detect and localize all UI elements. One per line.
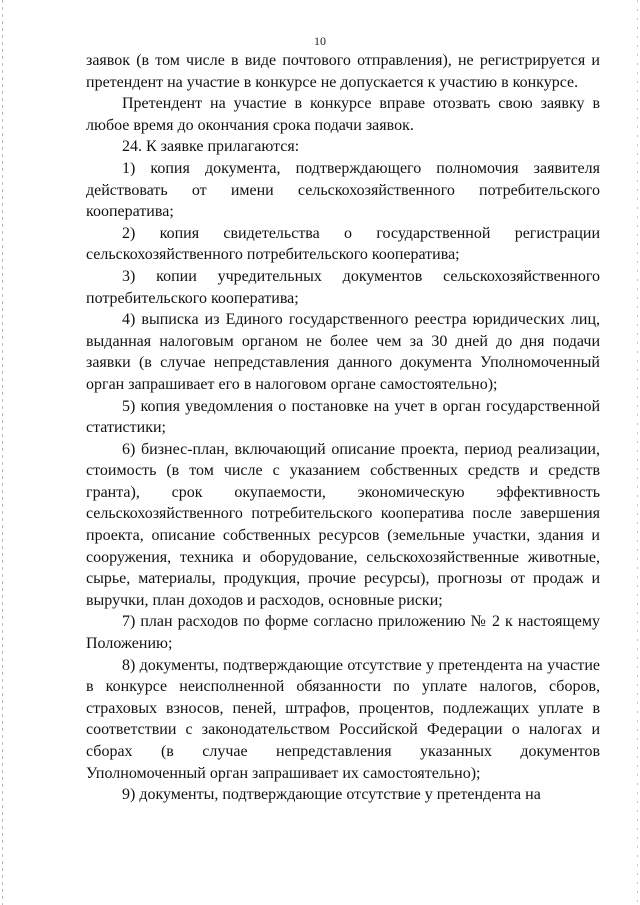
- list-item-8: 8) документы, подтверждающие отсутствие у претендента на участие в конкурсе неисполненной обязанности по уплате налогов, сборов, страховых взносов, пеней, штрафов, процентов, подлежащих уплате в соответствии с законодательством Российской Федерации о налогах и сборах (в случае непредставления указанных документов Уполномоченный орган запрашивает их самостоятельно);: [86, 656, 600, 782]
- paragraph-continuation: заявок (в том числе в виде почтового отправления), не регистрируется и претендент на участие в конкурсе не допускается к участию в конкурсе.: [86, 52, 600, 91]
- list-item-2: 2) копия свидетельства о государственной регистрации сельскохозяйственного потребительского кооператива;: [86, 224, 600, 264]
- list-item-7: 7) план расходов по форме согласно приложению № 2 к настоящему Положению;: [86, 613, 600, 653]
- list-item-1: 1) копия документа, подтверждающего полномочия заявителя действовать от имени сельскохозяйственного потребительского кооператива;: [86, 159, 600, 221]
- scan-edge-left: [2, 0, 3, 905]
- paragraph-withdraw-application: Претендент на участие в конкурсе вправе отозвать свою заявку в любое время до окончания срока подачи заявок.: [86, 95, 600, 134]
- list-item-6: 6) бизнес-план, включающий описание проекта, период реализации, стоимость (в том числе с указанием собственных средств и средств гранта), срок окупаемости, экономическую эффективность сельскохозяйственного потребительского кооператива после завершения проекта, описание собственных ресурсов (земельные участки, здания и сооружения, техника и оборудование, сельскохозяйственные животные, сырье, материалы, продукция, прочие ресурсы), прогнозы от продаж и выручки, план доходов и расходов, основные риски;: [86, 440, 600, 609]
- list-item-3: 3) копии учредительных документов сельскохозяйственного потребительского кооператива;: [86, 267, 600, 307]
- list-item-9: 9) документы, подтверждающие отсутствие у претендента на: [122, 786, 541, 804]
- scan-edge-right: [637, 0, 638, 905]
- document-body: [86, 50, 600, 806]
- paragraph-item-24: 24. К заявке прилагаются:: [122, 138, 300, 156]
- page-number: 10: [314, 34, 326, 48]
- list-item-4: 4) выписка из Единого государственного реестра юридических лиц, выданная налоговым органом не более чем за 30 дней до дня подачи заявки (в случае непредставления данного документа Уполномоченный орган запрашивает его в налоговом органе самостоятельно);: [86, 311, 600, 393]
- list-item-5: 5) копия уведомления о постановке на учет в орган государственной статистики;: [86, 397, 600, 437]
